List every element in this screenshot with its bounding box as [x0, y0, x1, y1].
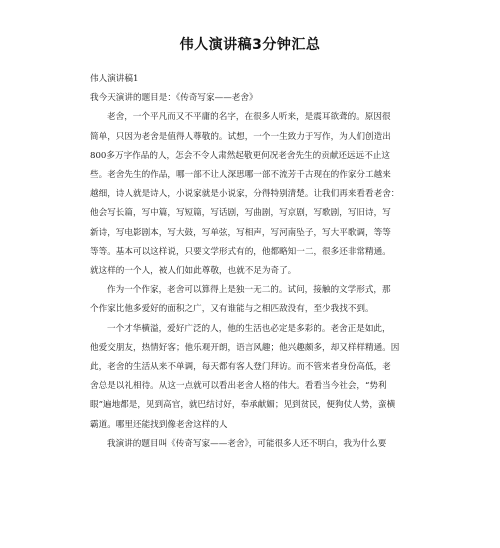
- paragraph-line: 个作家比他多爱好的面积之广，又有谁能与之相匹敌没有，至少我找不到。: [90, 304, 374, 315]
- paragraph-line: 就这样的一个人，被人们如此尊敬，也就不足为奇了。: [90, 266, 297, 277]
- section-heading: 伟人演讲稿1: [90, 74, 139, 84]
- paragraph-line: 舍总是以礼相待。从这一点就可以看出老舍人格的伟大。看看当今社会，“势利: [90, 381, 387, 392]
- paragraph-line: 800多万字作品的人，怎会不令人肃然起敬更何况老舍先生的贡献还远远不止这: [90, 150, 390, 161]
- paragraph-line: 一个才华横溢，爱好广泛的人，他的生活也必定是多彩的。老舍正是如此，: [107, 323, 391, 334]
- paragraph-line: 作为一个作家，老舍可以算得上是独一无二的。试问，接触的文学形式，那: [107, 285, 391, 296]
- paragraph-line: 简单，只因为老舍是值得人尊敬的。试想，一个一生致力于写作，为人们创造出: [90, 131, 391, 142]
- paragraph-line: 我今天演讲的题目是：《传奇写家——老舍》: [90, 93, 258, 104]
- paragraph-line: 他会写长篇，写中篇，写短篇，写话剧，写曲剧，写京剧，写歌剧，写旧诗，写: [90, 208, 391, 219]
- paragraph-line: 新诗，写电影剧本，写大鼓，写单弦，写相声，写河南坠子，写大平歌调，等等: [90, 227, 391, 238]
- paragraph-line: 些。老舍先生的作品，哪一部不让人深思哪一部不流芳千古现在的作家分工越来: [90, 170, 391, 181]
- paragraph-line: 此，老舍的生活从来不单调，每天都有客人登门拜访。而不管来者身份高低，老: [90, 362, 391, 373]
- document-body: [90, 70, 416, 454]
- paragraph-line: 他爱交朋友，热情好客；他乐观开朗，语言风趣；他兴趣颇多，却又样样精通。因: [90, 342, 400, 353]
- paragraph-line: 越细，诗人就是诗人，小说家就是小说家，分得特别清楚。让我们再来看看老舍：: [90, 189, 400, 200]
- paragraph-line: 老舍，一个平凡而又不平庸的名字，在很多人听来，是震耳欲聋的。原因很: [107, 112, 391, 123]
- paragraph-line: 霸道。哪里还能找到像老舍这样的人: [90, 419, 228, 430]
- paragraph-line: 等等。基本可以这样说，只要文学形式有的，他都略知一二，很多还非常精通。: [90, 246, 391, 257]
- paragraph-line: 我演讲的题目叫《传奇写家——老舍》，可能很多人还不明白，我为什么要: [107, 438, 387, 449]
- paragraph-line: 眼”遍地都是，见到高官，就巴结讨好，奉承献媚；见到贫民，便狗仗人势，蛮横: [90, 400, 396, 411]
- document-title: 伟人演讲稿3分钟汇总: [179, 37, 321, 53]
